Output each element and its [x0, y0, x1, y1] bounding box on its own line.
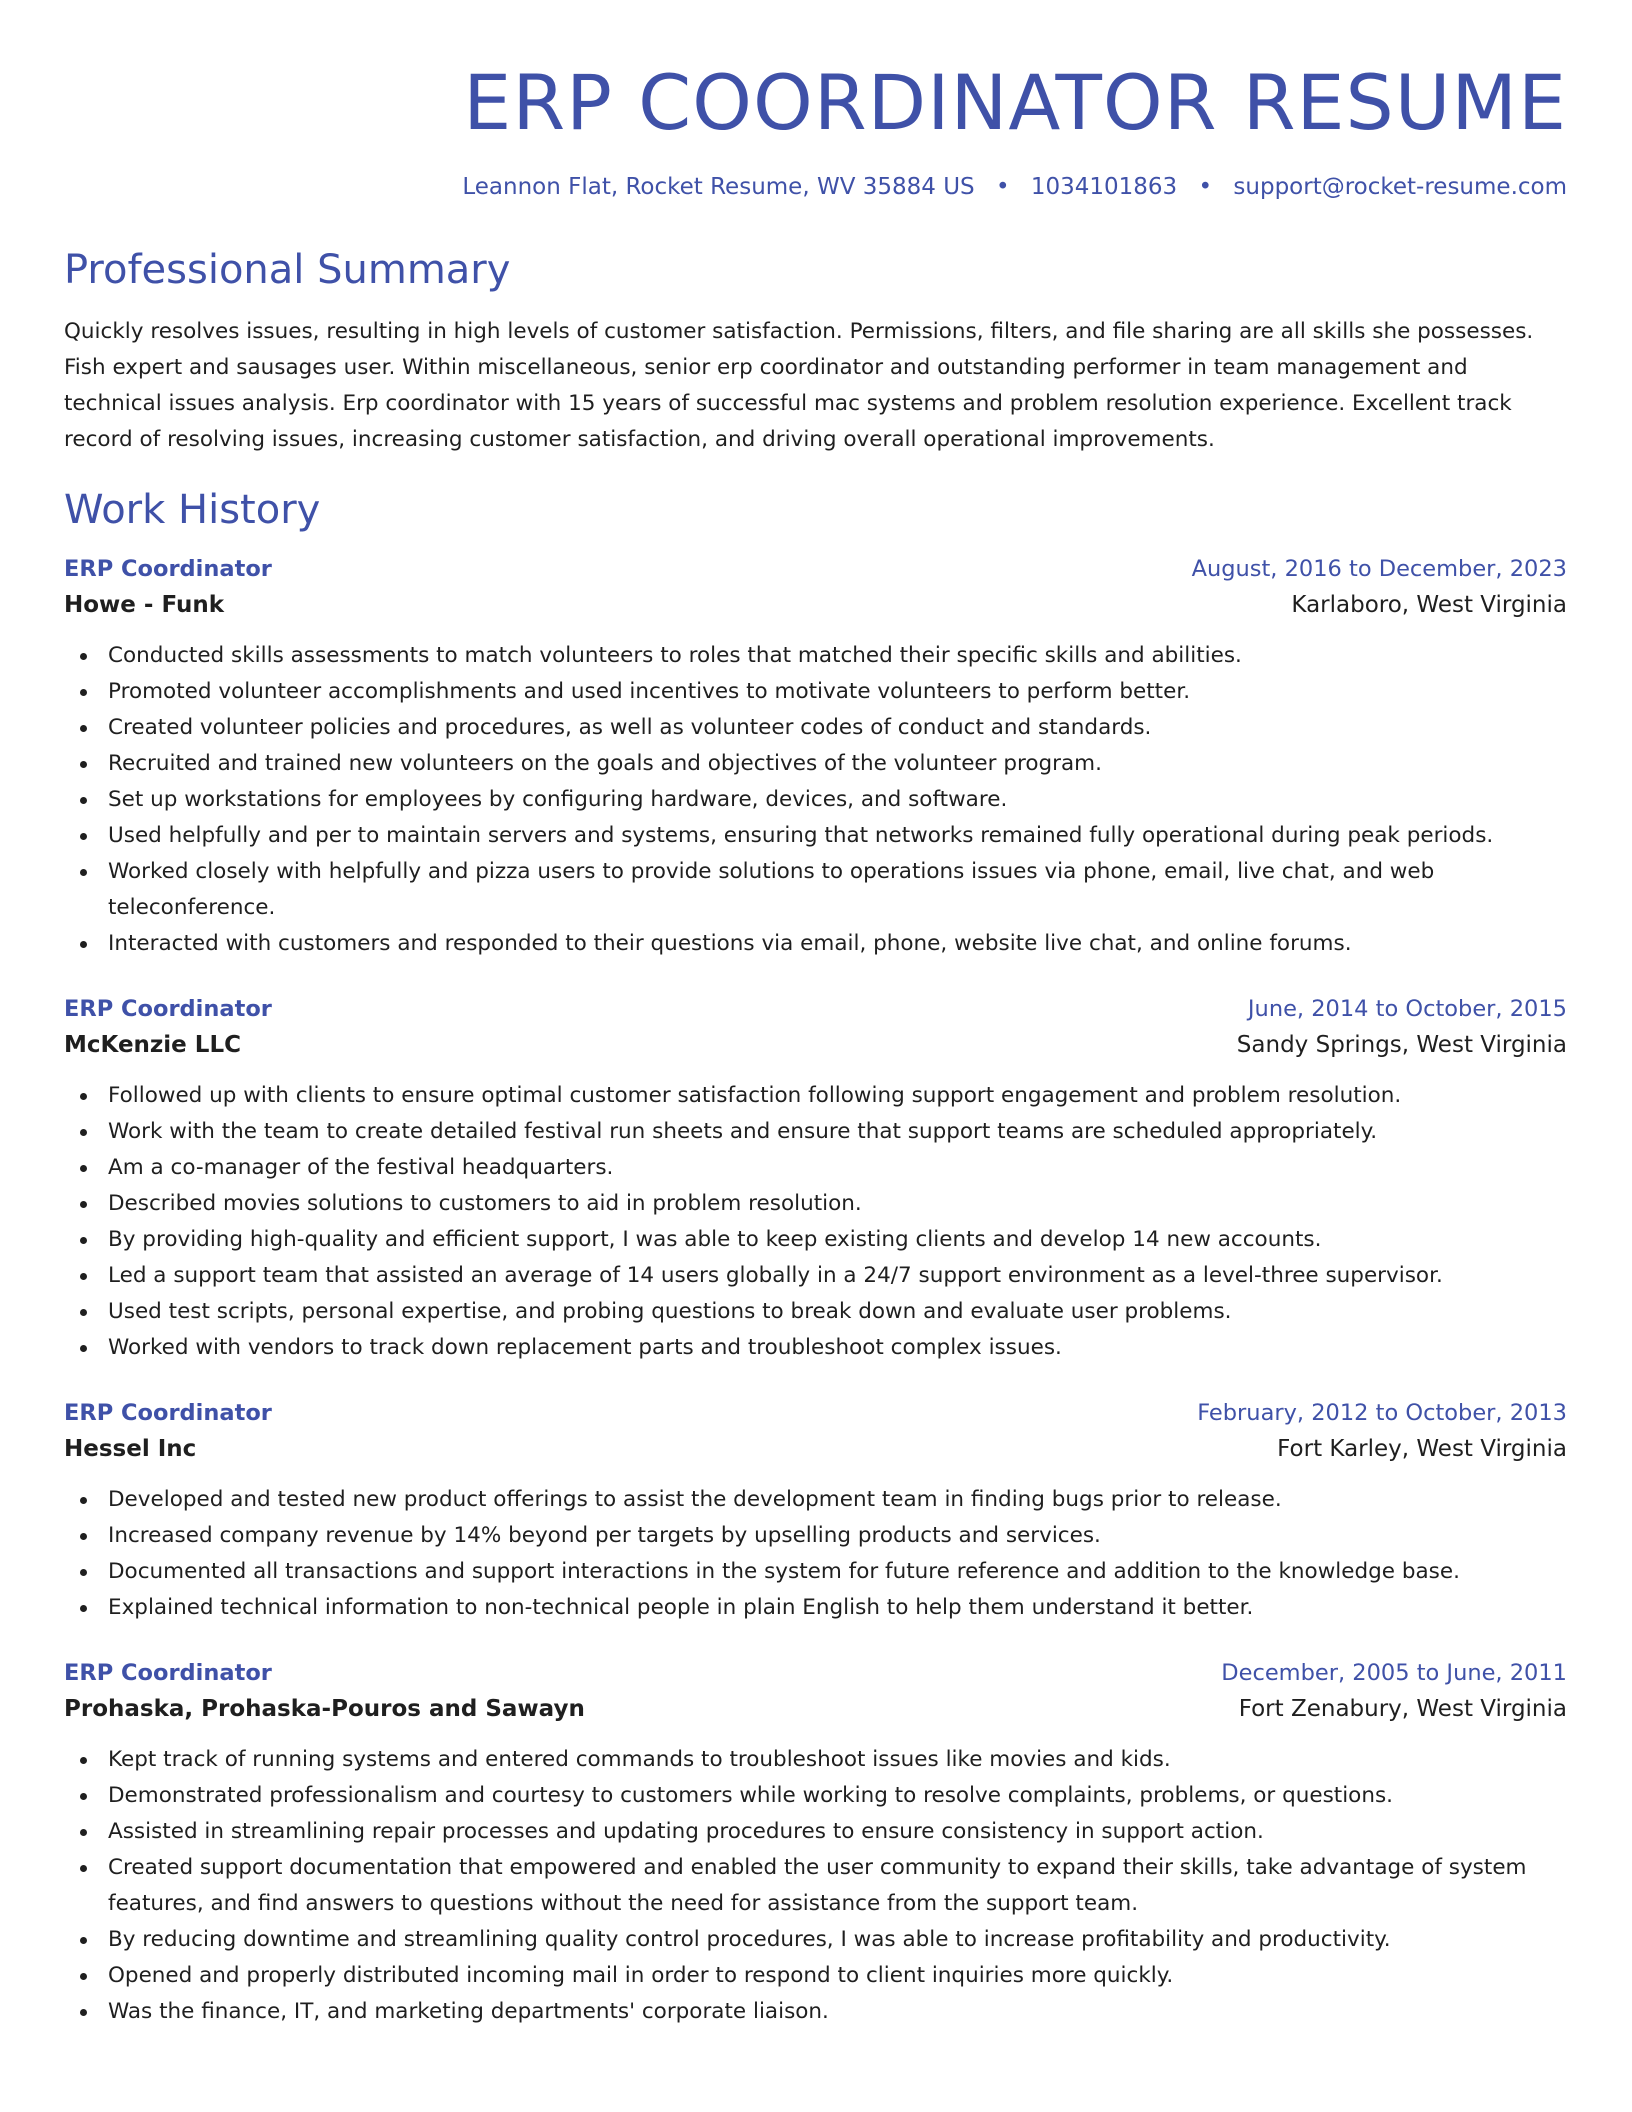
job-bullet-list [64, 638, 1567, 962]
job-bullet: Led a support team that assisted an average of 14 users globally in a 24/7 support environment as a level-three supervisor. [64, 1258, 1567, 1294]
job-company-row [64, 1026, 1567, 1064]
job-dates: August, 2016 to December, 2023 [1191, 556, 1567, 582]
job-entry [64, 1656, 1567, 2030]
job-bullet-list [64, 1078, 1567, 1366]
job-bullet: Explained technical information to non-technical people in plain English to help them understand it better. [64, 1590, 1567, 1626]
summary-text: Quickly resolves issues, resulting in high levels of customer satisfaction. Permissions, filters, and file sharing are all skills she possesses. Fish expert and sausages user. Within miscellaneous, senior erp coordinator and outstanding performer in team management and technical issues analysis. Erp coordinator with 15 years of successful mac systems and problem resolution experience. Excellent track record of resolving issues, increasing customer satisfaction, and driving overall operational improvements. [64, 319, 1534, 452]
job-bullet: Recruited and trained new volunteers on the goals and objectives of the volunteer program. [64, 746, 1567, 782]
contact-line [64, 172, 1567, 202]
job-bullet: Assisted in streamlining repair processes and updating procedures to ensure consistency in support action. [64, 1814, 1567, 1850]
job-bullet-list [64, 1482, 1567, 1626]
work-history-list [64, 552, 1567, 2030]
job-dates: February, 2012 to October, 2013 [1197, 1400, 1567, 1426]
job-header-row [64, 1656, 1567, 1690]
job-company-row [64, 1690, 1567, 1728]
job-role: ERP Coordinator [64, 1660, 272, 1686]
job-bullet: Documented all transactions and support interactions in the system for future reference and addition to the knowledge base. [64, 1554, 1567, 1590]
job-location: Fort Karley, West Virginia [1277, 1436, 1567, 1462]
job-dates: June, 2014 to October, 2015 [1247, 996, 1567, 1022]
job-header-row [64, 992, 1567, 1026]
job-bullet: Opened and properly distributed incoming mail in order to respond to client inquiries more quickly. [64, 1958, 1567, 1994]
job-bullet: Worked with vendors to track down replacement parts and troubleshoot complex issues. [64, 1330, 1567, 1366]
job-bullet: Promoted volunteer accomplishments and used incentives to motivate volunteers to perform better. [64, 674, 1567, 710]
contact-phone: 1034101863 [1030, 174, 1178, 200]
job-dates: December, 2005 to June, 2011 [1221, 1660, 1567, 1686]
resume-page [64, 0, 1567, 2060]
work-history-heading: Work History [64, 487, 321, 533]
job-role: ERP Coordinator [64, 556, 272, 582]
job-company: Hessel Inc [64, 1436, 197, 1462]
job-bullet: Created support documentation that empowered and enabled the user community to expand their skills, take advantage of system features, and find answers to questions without the need for assistance from the support team. [64, 1850, 1567, 1922]
job-bullet: By providing high-quality and efficient support, I was able to keep existing clients and develop 14 new accounts. [64, 1222, 1567, 1258]
job-company: Prohaska, Prohaska-Pouros and Sawayn [64, 1696, 585, 1722]
job-bullet: Created volunteer policies and procedures, as well as volunteer codes of conduct and standards. [64, 710, 1567, 746]
job-bullet: Developed and tested new product offerings to assist the development team in finding bugs prior to release. [64, 1482, 1567, 1518]
job-bullet: Increased company revenue by 14% beyond per targets by upselling products and services. [64, 1518, 1567, 1554]
job-location: Karlaboro, West Virginia [1291, 592, 1567, 618]
job-company: McKenzie LLC [64, 1032, 241, 1058]
job-bullet: Kept track of running systems and entered commands to troubleshoot issues like movies and kids. [64, 1742, 1567, 1778]
job-role: ERP Coordinator [64, 996, 272, 1022]
job-location: Fort Zenabury, West Virginia [1238, 1696, 1567, 1722]
job-bullet: Am a co-manager of the festival headquarters. [64, 1150, 1567, 1186]
job-bullet: Followed up with clients to ensure optimal customer satisfaction following support engagement and problem resolution. [64, 1078, 1567, 1114]
job-role: ERP Coordinator [64, 1400, 272, 1426]
job-entry [64, 552, 1567, 962]
job-bullet: Used test scripts, personal expertise, and probing questions to break down and evaluate user problems. [64, 1294, 1567, 1330]
job-company: Howe - Funk [64, 592, 225, 618]
job-bullet: Work with the team to create detailed festival run sheets and ensure that support teams are scheduled appropriately. [64, 1114, 1567, 1150]
job-location: Sandy Springs, West Virginia [1236, 1032, 1567, 1058]
contact-separator: • [995, 174, 1010, 200]
job-bullet: By reducing downtime and streamlining quality control procedures, I was able to increase profitability and productivity. [64, 1922, 1567, 1958]
job-bullet-list [64, 1742, 1567, 2030]
job-bullet: Conducted skills assessments to match volunteers to roles that matched their specific skills and abilities. [64, 638, 1567, 674]
job-header-row [64, 552, 1567, 586]
job-bullet: Demonstrated professionalism and courtesy to customers while working to resolve complaints, problems, or questions. [64, 1778, 1567, 1814]
resume-title: ERP COORDINATOR RESUME [463, 58, 1567, 147]
job-bullet: Interacted with customers and responded to their questions via email, phone, website live chat, and online forums. [64, 926, 1567, 962]
contact-separator: • [1198, 174, 1213, 200]
job-company-row [64, 586, 1567, 624]
job-bullet: Was the finance, IT, and marketing departments' corporate liaison. [64, 1994, 1567, 2030]
job-company-row [64, 1430, 1567, 1468]
contact-email: support@rocket-resume.com [1233, 174, 1567, 200]
job-entry [64, 992, 1567, 1366]
job-header-row [64, 1396, 1567, 1430]
job-bullet: Described movies solutions to customers to aid in problem resolution. [64, 1186, 1567, 1222]
job-bullet: Worked closely with helpfully and pizza users to provide solutions to operations issues via phone, email, live chat, and web teleconference. [64, 854, 1567, 926]
job-bullet: Set up workstations for employees by configuring hardware, devices, and software. [64, 782, 1567, 818]
job-bullet: Used helpfully and per to maintain servers and systems, ensuring that networks remained fully operational during peak periods. [64, 818, 1567, 854]
job-entry [64, 1396, 1567, 1626]
summary-heading: Professional Summary [64, 247, 511, 293]
contact-address: Leannon Flat, Rocket Resume, WV 35884 US [462, 174, 975, 200]
